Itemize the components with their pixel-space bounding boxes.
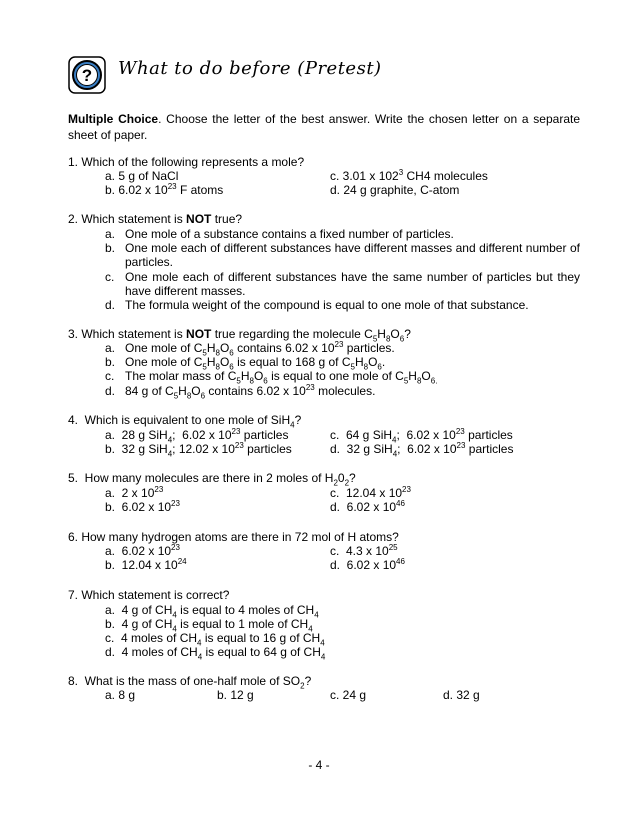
q4-option-c: c. 64 g SiH$_4$; 6.02 x $10^{23}$ particles (330, 427, 513, 445)
q6-option-d: d. 6.02 x $10^{46}$ (330, 557, 405, 572)
q2-label-b: b. (105, 241, 116, 255)
q8-option-d: d. 32 g (443, 688, 480, 702)
q3-label-b: b. (105, 355, 116, 369)
question-mark-icon (68, 56, 106, 94)
svg-text:?: ? (81, 66, 93, 85)
q7-option-a: a. 4 g of $CH_4$ is equal to 4 moles of $CH_4$ (105, 603, 319, 620)
q6-option-a: a. 6.02 x $10^{23}$ (105, 543, 180, 558)
q2-option-d: The formula weight of the compound is equal to one mole of that substance. (125, 298, 529, 312)
instructions-lead: Multiple Choice (68, 112, 159, 126)
q6-option-b: b. 12.04 x $10^{24}$ (105, 557, 187, 572)
q3-label-d: d. (105, 384, 116, 398)
q2-option-c: One mole each of different substances have the same number of particles but they have different masses. (125, 270, 580, 298)
q3-label-a: a. (105, 341, 116, 355)
q3-option-d: 84 g of $C_5H_8O_6$ contains 6.02 x $10^{23}$ molecules. (125, 383, 376, 401)
question-3: 3. Which statement is NOT true regarding the molecule $C_5H_8O_6$? (68, 327, 411, 344)
question-8: 8. What is the mass of one-half mole of $SO_2$? (68, 674, 312, 691)
q8-option-c: c. 24 g (330, 688, 367, 702)
q8-option-b: b. 12 g (217, 688, 254, 702)
q3-option-b: One mole of $C_5H_8O_6$ is equal to 168 g of $C_5H_8O_6$. (125, 355, 386, 372)
instructions-text: . Choose the letter of the best answer. Write the chosen letter on a separate sheet of paper. (68, 112, 580, 142)
q6-option-c: c. 4.3 x $10^{25}$ (330, 543, 398, 558)
q3-option-a: One mole of $C_5H_8O_6$ contains 6.02 x $10^{23}$ particles. (125, 340, 395, 358)
question-6: 6. How many hydrogen atoms are there in 72 mol of H atoms? (68, 530, 399, 544)
q7-option-b: b. 4 g of $CH_4$ is equal to 1 mole of $CH_4$ (105, 617, 313, 634)
q7-option-d: d. 4 moles of $CH_4$ is equal to 64 g of $CH_4$ (105, 645, 326, 662)
instructions (68, 111, 580, 143)
question-4: 4. Which is equivalent to one mole of SiH$_4$? (68, 413, 302, 430)
question-1: 1. Which of the following represents a mole? (68, 155, 305, 169)
q5-option-b: b. 6.02 x $10^{23}$ (105, 499, 180, 514)
q5-option-a: a. 2 x $10^{23}$ (105, 485, 164, 500)
q3-option-c: The molar mass of $C_5H_8O_6$ is equal to one mole of $C_5H_8O_{6.}$ (125, 369, 438, 386)
q5-option-d: d. 6.02 x $10^{46}$ (330, 499, 405, 514)
q2-label-c: c. (105, 270, 115, 284)
q1-option-a: a. 5 g of NaCl (105, 169, 179, 183)
q3-label-c: c. (105, 369, 115, 383)
q2-option-b: One mole each of different substances have different masses and different number of particles. (125, 241, 580, 269)
q1-option-d: d. 24 g graphite, C-atom (330, 183, 460, 197)
q4-option-d: d. 32 g SiH$_4$; 6.02 x $10^{23}$ particles (330, 441, 514, 459)
q8-option-a: a. 8 g (105, 688, 136, 702)
q4-option-b: b. 32 g SiH$_4$; 12.02 x $10^{23}$ particles (105, 441, 292, 459)
q1-option-b: b. 6.02 x $10^{23}$ F atoms (105, 182, 224, 197)
question-7: 7. Which statement is correct? (68, 588, 230, 602)
q2-label-a: a. (105, 227, 116, 241)
q1-option-c: c. 3.01 x $102^3$ CH4 molecules (330, 168, 488, 183)
q2-option-a: One mole of a substance contains a fixed number of particles. (125, 227, 454, 241)
q7-option-c: c. 4 moles of $CH_4$ is equal to 16 g of $CH_4$ (105, 631, 325, 648)
q5-option-c: c. 12.04 x $10^{23}$ (330, 485, 411, 500)
section-title: What to do before (Pretest) (118, 58, 382, 79)
q2-label-d: d. (105, 298, 116, 312)
question-2: 2. Which statement is NOT true? (68, 212, 243, 226)
page-number: - 4 - (308, 758, 330, 772)
q4-option-a: a. 28 g SiH$_4$; 6.02 x $10^{23}$ particles (105, 427, 289, 445)
question-5: 5. How many molecules are there in 2 moles of $H_20_2$? (68, 471, 356, 488)
